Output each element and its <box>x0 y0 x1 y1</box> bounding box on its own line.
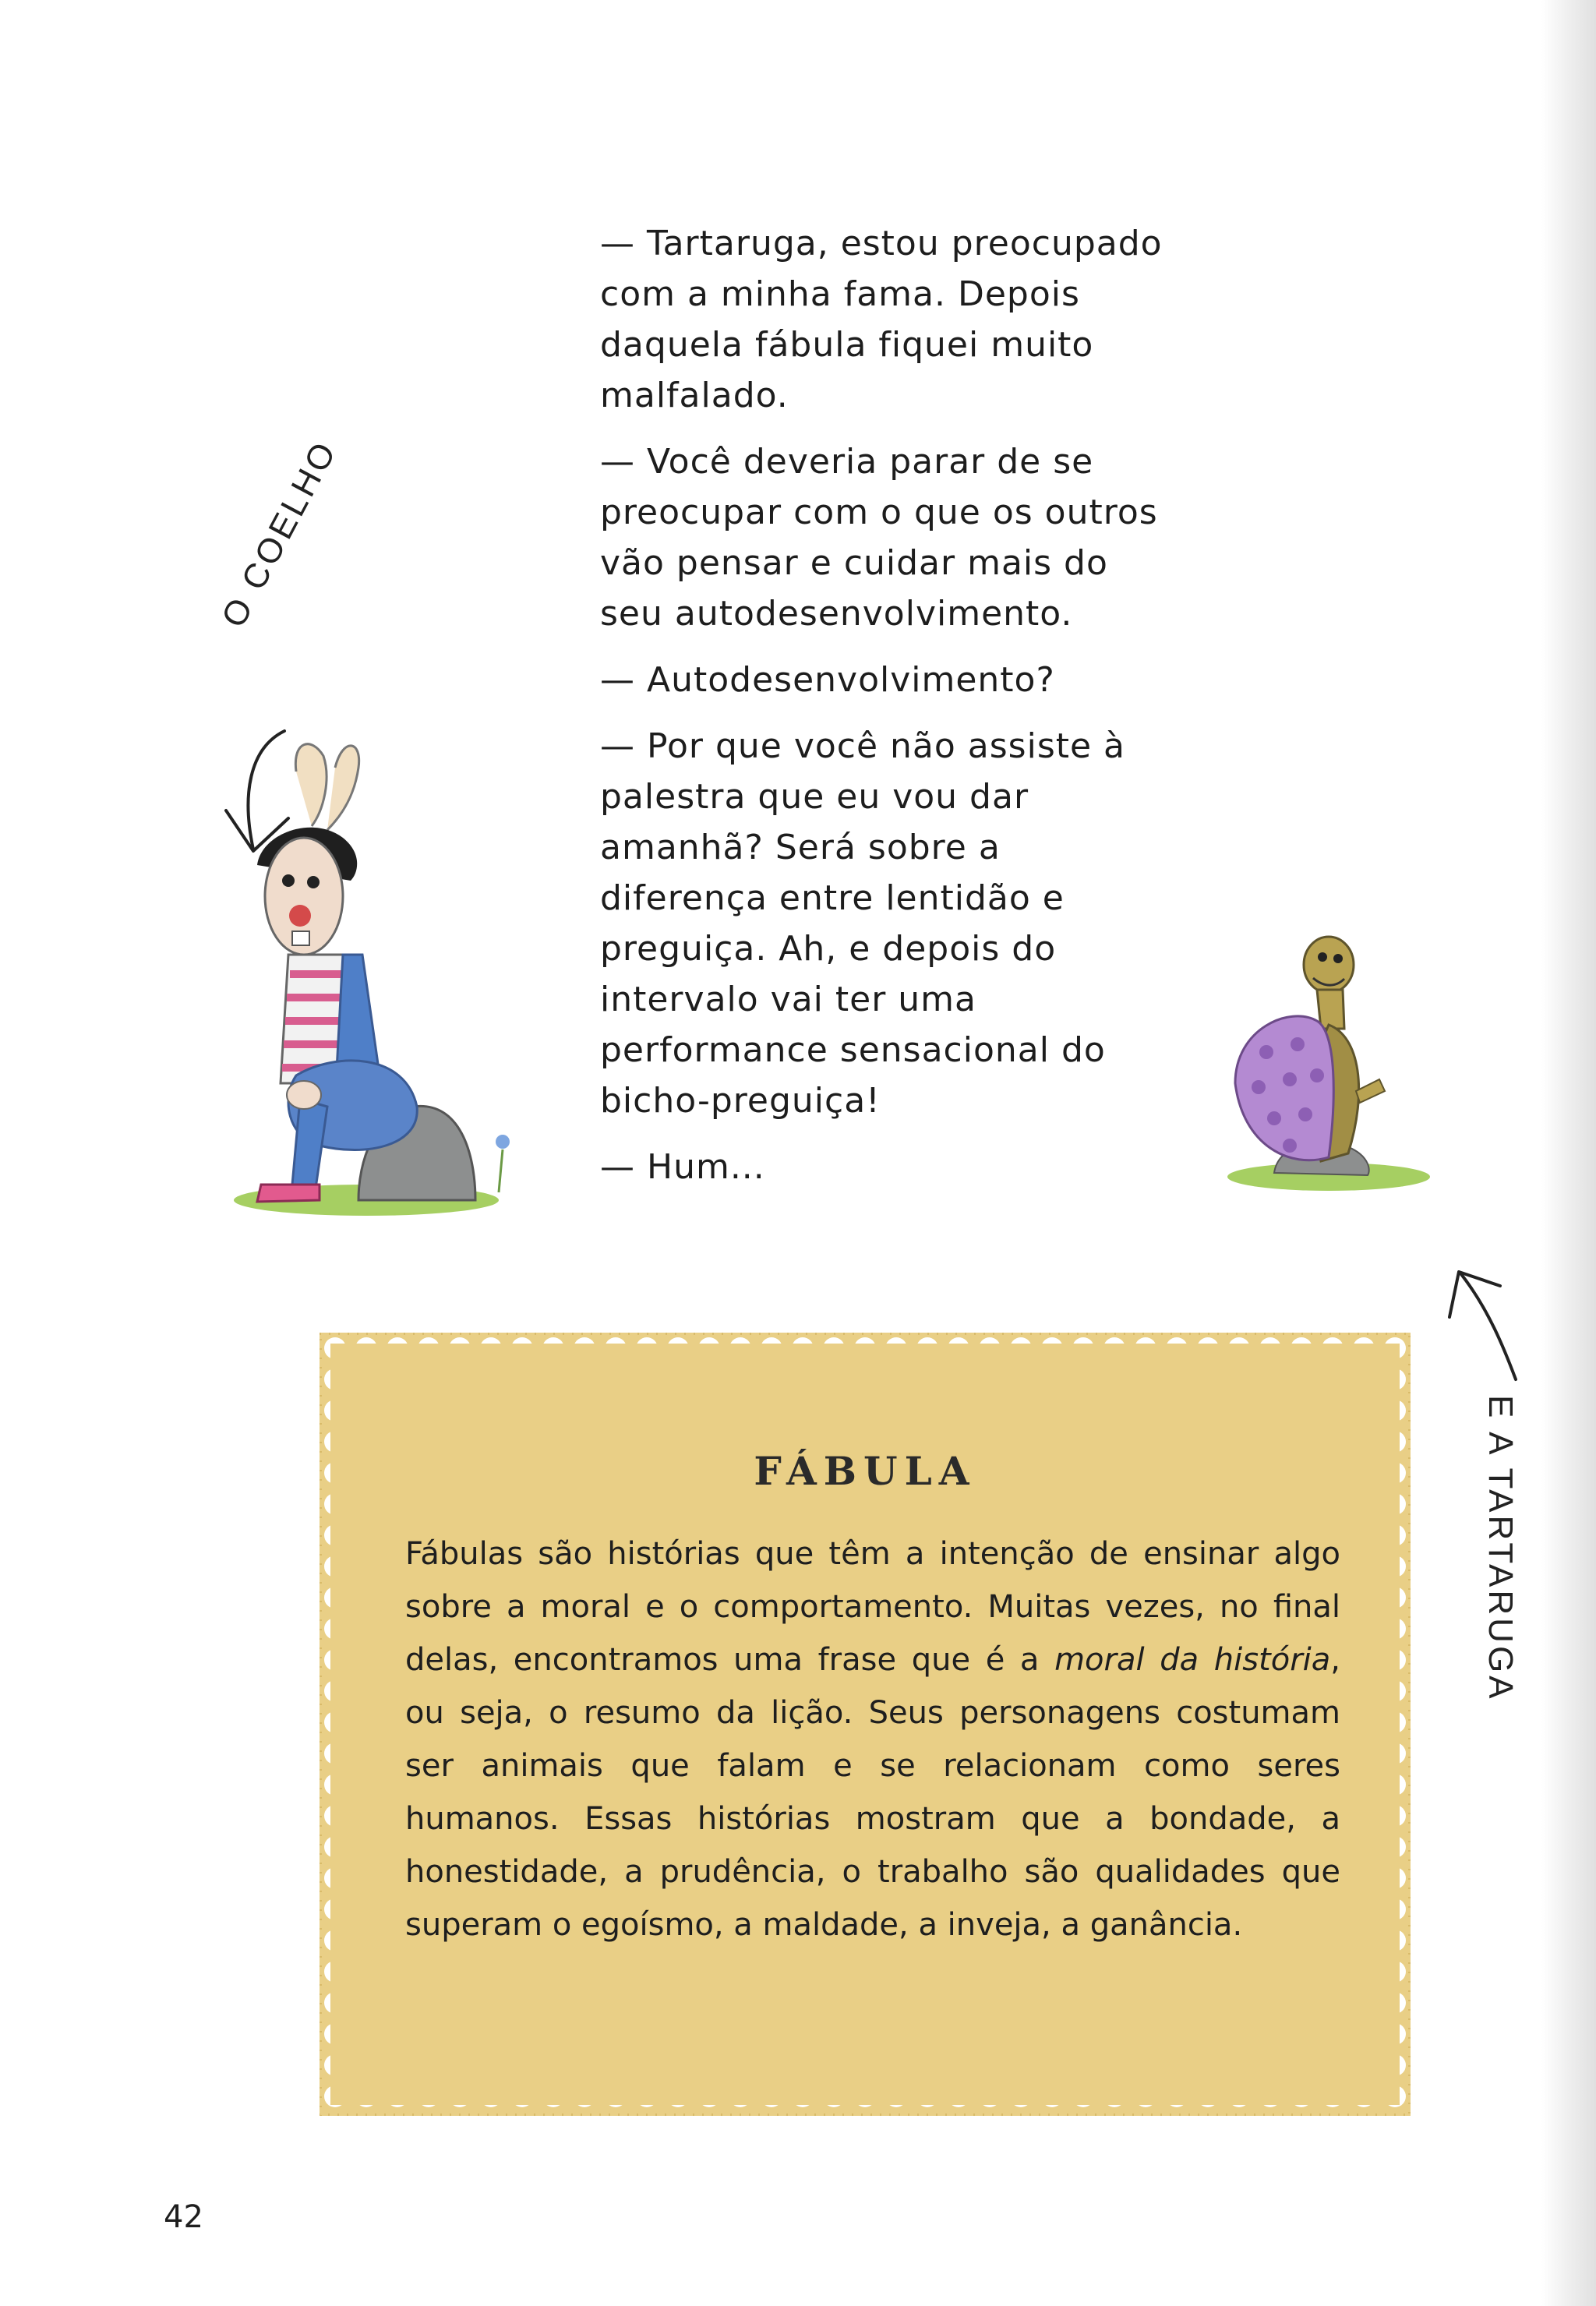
page-edge-shadow <box>1541 0 1596 2306</box>
turtle-illustration <box>1212 935 1430 1200</box>
arrow-right-icon <box>1442 1262 1535 1387</box>
dialogue-line: — Você deveria parar de se preocupar com o que os outros vão pensar e cuidar mais do seu autodesenvolvimento. <box>600 442 1158 634</box>
dialogue-line: — Por que você não assiste à palestra que eu vou dar amanhã? Será sobre a diferença entre lentidão e preguiça. Ah, e depois do intervalo vai ter uma performance sensacional do bicho-preguiça! <box>600 726 1126 1121</box>
rabbit-illustration <box>226 740 522 1224</box>
page-number: 42 <box>164 2199 203 2235</box>
box-title: FÁBULA <box>754 1448 976 1494</box>
box-text <box>405 1527 1340 1951</box>
dialogue-line: — Tartaruga, estou preocupado com a minha fama. Depois daquela fábula fiquei muito malfalado. <box>600 224 1163 415</box>
dialogue-line: — Hum... <box>600 1147 765 1187</box>
rabbit-label: O COELHO <box>214 433 345 634</box>
turtle-label: E A TARTARUGA <box>1481 1395 1520 1702</box>
box-text-part: Fábulas são histórias que têm a intenção de ensinar algo sobre a moral e o comportamento. Muitas vezes, no final delas, encontramos uma frase que é a <box>405 1536 1340 1678</box>
dialogue-line: — Autodesenvolvimento? <box>600 660 1055 700</box>
fabula-info-box <box>320 1333 1411 2116</box>
dialogue-text <box>600 218 1177 1208</box>
box-text-part: , ou seja, o resumo da lição. Seus personagens costumam ser animais que falam e se relacionam como seres humanos. Essas histórias mostram que a bondade, a honestidade, a prudência, o trabalho são qualidades que superam o egoísmo, a maldade, a inveja, a ganância. <box>405 1642 1340 1943</box>
box-text-italic: moral da história <box>1054 1642 1331 1678</box>
